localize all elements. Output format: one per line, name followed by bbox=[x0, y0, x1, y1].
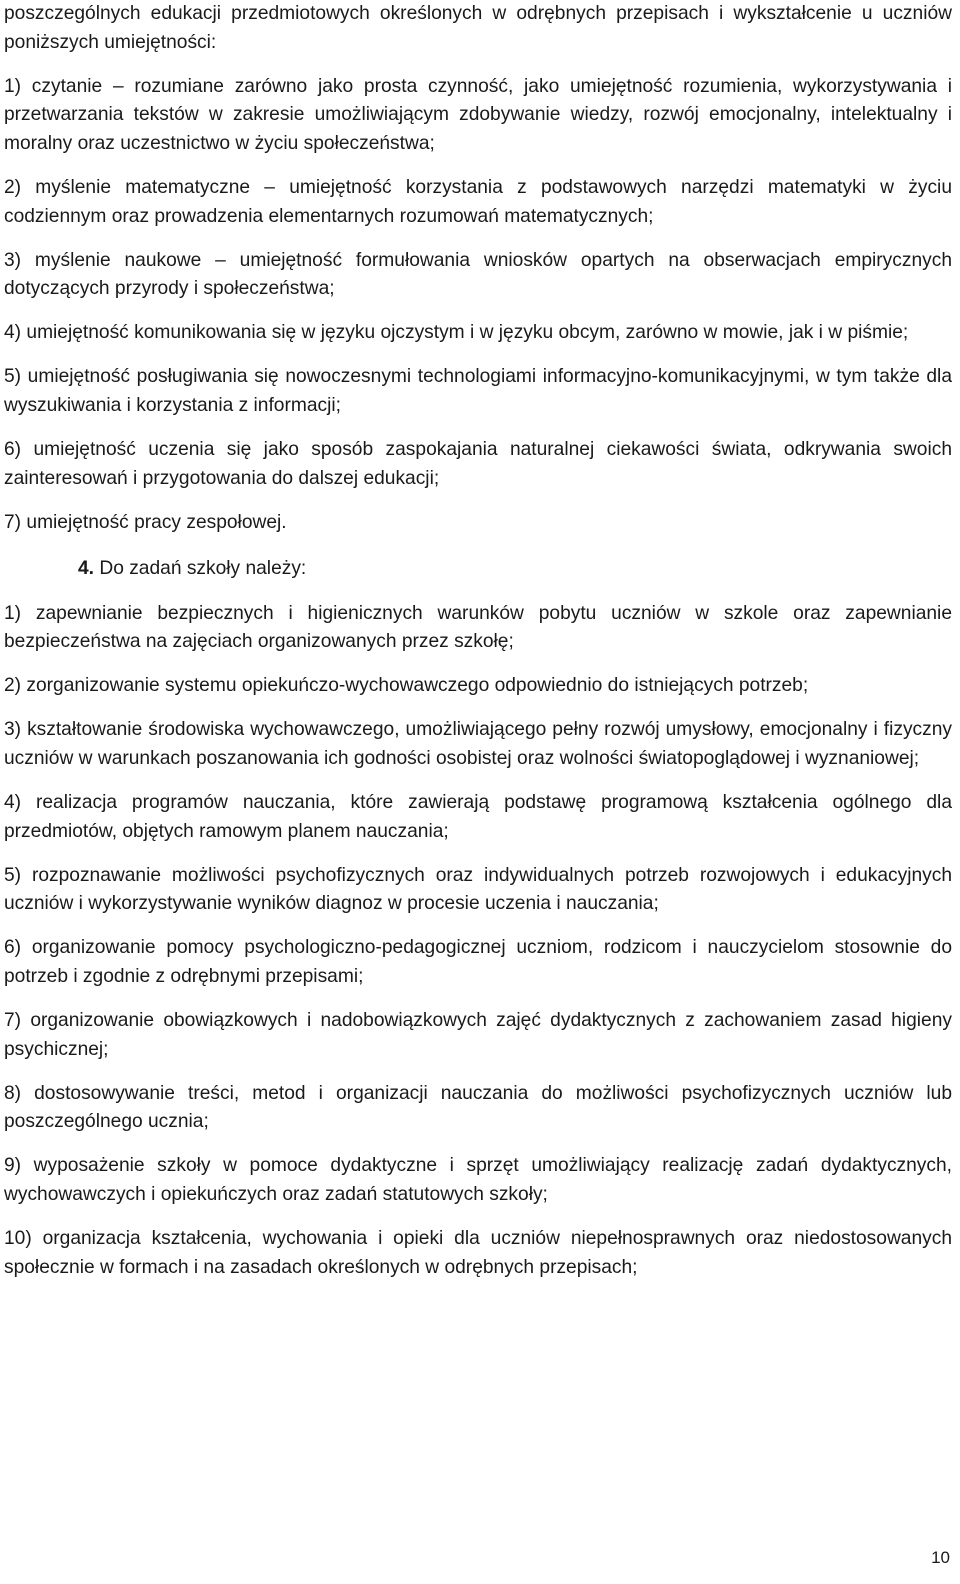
skill-item-7: 7) umiejętność pracy zespołowej. bbox=[4, 511, 287, 533]
document-page bbox=[4, 0, 952, 1282]
task-item-10: 10) organizacja kształcenia, wychowania i opieki dla uczniów niepełnosprawnych oraz niedostosowanych społecznie w formach i na zasadach określonych w odrębnych przepisach; bbox=[4, 1228, 952, 1278]
intro-paragraph: poszczególnych edukacji przedmiotowych określonych w odrębnych przepisach i wykształcenie u uczniów poniższych umiejętności: bbox=[4, 3, 952, 53]
task-item-1: 1) zapewnianie bezpiecznych i higienicznych warunków pobytu uczniów w szkole oraz zapewnianie bezpieczeństwa na zajęciach organizowanych przez szkołę; bbox=[4, 602, 952, 653]
skill-item-2: 2) myślenie matematyczne – umiejętność korzystania z podstawowych narzędzi matematyki w życiu codziennym oraz prowadzenia elementarnych rozumowań matematycznych; bbox=[4, 176, 952, 227]
skill-item-4: 4) umiejętność komunikowania się w języku ojczystym i w języku obcym, zarówno w mowie, jak i w piśmie; bbox=[4, 322, 909, 344]
task-item-8: 8) dostosowywanie treści, metod i organizacji nauczania do możliwości psychofizycznych uczniów lub poszczególnego ucznia; bbox=[4, 1082, 952, 1133]
task-item-9: 9) wyposażenie szkoły w pomoce dydaktyczne i sprzęt umożliwiający realizację zadań dydaktycznych, wychowawczych i opiekuńczych oraz zadań statutowych szkoły; bbox=[4, 1155, 952, 1205]
skill-item-5: 5) umiejętność posługiwania się nowoczesnymi technologiami informacyjno-komunikacyjnymi, w tym także dla wyszukiwania i korzystania z informacji; bbox=[4, 366, 952, 417]
task-item-2: 2) zorganizowanie systemu opiekuńczo-wychowawczego odpowiednio do istniejących potrzeb; bbox=[4, 675, 809, 697]
task-item-3: 3) kształtowanie środowiska wychowawczego, umożliwiającego pełny rozwój umysłowy, emocjonalny i fizyczny uczniów w warunkach poszanowania ich godności osobistej oraz wolności światopoglądowej i wyznaniowej; bbox=[4, 719, 952, 769]
section-number: 4. bbox=[78, 558, 95, 580]
skill-item-1: 1) czytanie – rozumiane zarówno jako prosta czynność, jako umiejętność rozumienia, wykorzystywania i przetwarzania tekstów w zakresie umożliwiającym zdobywanie wiedzy, rozwój emocjonalny, intelektualny i moralny oraz uczestnictwo w życiu społeczeństwa; bbox=[4, 75, 952, 154]
section-heading bbox=[4, 555, 952, 584]
page-number: 10 bbox=[931, 1548, 950, 1567]
task-item-4: 4) realizacja programów nauczania, które zawierają podstawę programową kształcenia ogólnego dla przedmiotów, objętych ramowym planem nauczania; bbox=[4, 791, 952, 842]
task-item-6: 6) organizowanie pomocy psychologiczno-pedagogicznej uczniom, rodzicom i nauczycielom stosownie do potrzeb i zgodnie z odrębnymi przepisami; bbox=[4, 937, 952, 987]
skill-item-3: 3) myślenie naukowe – umiejętność formułowania wniosków opartych na obserwacjach empirycznych dotyczących przyrody i społeczeństwa; bbox=[4, 249, 952, 300]
task-item-7: 7) organizowanie obowiązkowych i nadobowiązkowych zajęć dydaktycznych z zachowaniem zasad higieny psychicznej; bbox=[4, 1010, 952, 1060]
skill-item-6: 6) umiejętność uczenia się jako sposób zaspokajania naturalnej ciekawości świata, odkrywania swoich zainteresowań i przygotowania do dalszej edukacji; bbox=[4, 439, 952, 489]
task-item-5: 5) rozpoznawanie możliwości psychofizycznych oraz indywidualnych potrzeb rozwojowych i edukacyjnych uczniów i wykorzystywanie wyników diagnoz w procesie uczenia i nauczania; bbox=[4, 864, 952, 915]
section-title: Do zadań szkoły należy: bbox=[99, 558, 307, 580]
